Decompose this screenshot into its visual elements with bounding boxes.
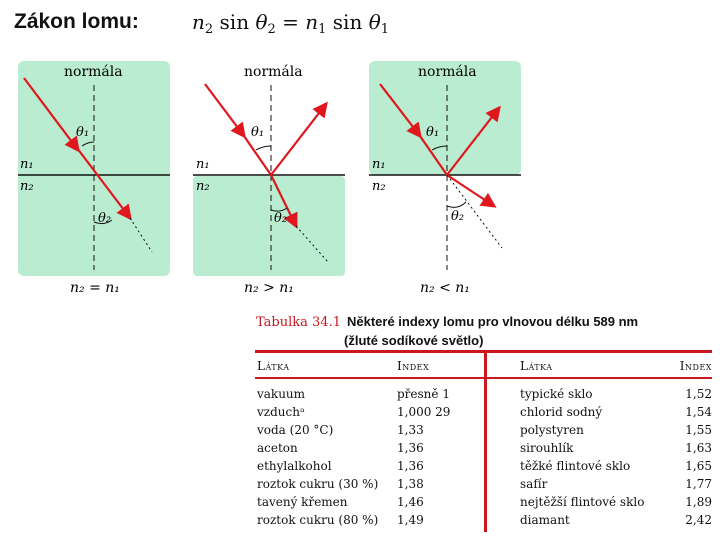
- relation-label-3: n₂ < n₁: [420, 280, 470, 296]
- table-row: [255, 513, 712, 530]
- table-caption: [256, 313, 716, 350]
- formula-theta1: θ: [368, 10, 381, 34]
- table-caption-line2: (žluté sodíkové světlo): [344, 333, 484, 348]
- cell-index: 1,52: [685, 387, 712, 401]
- cell-substance: ethylalkohol: [257, 459, 332, 473]
- cell-substance: aceton: [257, 441, 298, 455]
- cell-index: 1,49: [397, 513, 424, 527]
- table-row: [255, 459, 712, 476]
- cell-index: 1,55: [685, 423, 712, 437]
- cell-index: 1,36: [397, 441, 424, 455]
- cell-substance: roztok cukru (80 %): [257, 513, 379, 527]
- table-number: Tabulka 34.1: [256, 315, 341, 330]
- incident-ray-2b: [244, 136, 271, 175]
- cell-substance: nejtěžší flintové sklo: [520, 495, 645, 509]
- cell-substance: tavený křemen: [257, 495, 348, 509]
- theta1-label-3: θ₁: [426, 125, 440, 140]
- n1-label-1: n₁: [20, 157, 34, 172]
- cell-index: 1,77: [685, 477, 712, 491]
- normal-label-3: normála: [418, 64, 477, 80]
- cell-index: 1,38: [397, 477, 424, 491]
- angle-arc-3b: [447, 202, 466, 207]
- n1-label-3: n₁: [372, 157, 386, 172]
- angle-arc-2a: [256, 146, 271, 150]
- table-row: [255, 477, 712, 494]
- cell-index: 1,65: [685, 459, 712, 473]
- table-row: [255, 495, 712, 512]
- cell-index: 1,36: [397, 459, 424, 473]
- table-row: [255, 405, 712, 422]
- relation-label-1: n₂ = n₁: [70, 280, 120, 296]
- header-latka-1: Látka: [257, 359, 290, 373]
- cell-substance: polystyren: [520, 423, 584, 437]
- reflected-ray-2: [271, 104, 326, 175]
- theta1-label-1: θ₁: [76, 125, 90, 140]
- table-row: [255, 387, 712, 404]
- cell-index: 1,63: [685, 441, 712, 455]
- cell-index: 1,89: [685, 495, 712, 509]
- cell-index: 2,42: [685, 513, 712, 527]
- cell-index: 1,54: [685, 405, 712, 419]
- normal-label-1: normála: [64, 64, 123, 80]
- table-caption-line1: Některé indexy lomu pro vlnovou délku 589 nm: [346, 314, 639, 329]
- formula-n1: n: [305, 10, 319, 34]
- formula-n2-sub: 2: [204, 22, 214, 37]
- cell-substance: vzduchᵃ: [257, 405, 305, 419]
- cell-index: přesně 1: [397, 387, 450, 401]
- header-index-2: Index: [679, 359, 712, 373]
- n2-label-2: n₂: [196, 179, 210, 194]
- theta2-label-2: θ₂: [274, 211, 288, 226]
- cell-substance: těžké flintové sklo: [520, 459, 631, 473]
- table-row: [255, 441, 712, 458]
- incident-ray-2a: [205, 84, 244, 136]
- theta2-label-3: θ₂: [451, 209, 465, 224]
- header-index-1: Index: [397, 359, 430, 373]
- page-title: Zákon lomu:: [14, 10, 139, 33]
- cell-substance: roztok cukru (30 %): [257, 477, 379, 491]
- medium-panel-2: [193, 176, 345, 276]
- formula-theta1-sub: 1: [380, 22, 390, 37]
- cell-substance: diamant: [520, 513, 570, 527]
- cell-substance: voda (20 °C): [257, 423, 334, 437]
- diagram-greater: [193, 64, 345, 296]
- refraction-index-table: [255, 350, 712, 532]
- refracted-ray-3: [447, 175, 494, 206]
- cell-index: 1,33: [397, 423, 424, 437]
- formula-n1-sub: 1: [318, 22, 327, 37]
- relation-label-2: n₂ > n₁: [244, 280, 294, 296]
- n2-label-3: n₂: [372, 179, 386, 194]
- table-row: [255, 423, 712, 440]
- formula-sin-left: sin: [219, 10, 250, 34]
- cell-substance: vakuum: [257, 387, 306, 401]
- n2-label-1: n₂: [20, 179, 34, 194]
- cell-index: 1,46: [397, 495, 424, 509]
- cell-index: 1,000 29: [397, 405, 451, 419]
- formula-equals: =: [282, 10, 299, 34]
- header-latka-2: Látka: [520, 359, 553, 373]
- cell-substance: sirouhlík: [520, 441, 574, 455]
- formula-theta2: θ: [255, 10, 268, 34]
- cell-substance: safír: [520, 477, 548, 491]
- n1-label-2: n₁: [196, 157, 210, 172]
- cell-substance: chlorid sodný: [520, 405, 603, 419]
- formula-n2: n: [192, 10, 205, 34]
- theta1-label-2: θ₁: [251, 125, 265, 140]
- cell-substance: typické sklo: [520, 387, 593, 401]
- normal-label-2: normála: [244, 64, 303, 80]
- diagram-equal: [18, 61, 170, 296]
- formula-theta2-sub: 2: [267, 22, 276, 37]
- diagram-less: [369, 61, 521, 296]
- formula-sin-right: sin: [332, 10, 363, 34]
- theta2-label-1: θ₂: [98, 211, 112, 226]
